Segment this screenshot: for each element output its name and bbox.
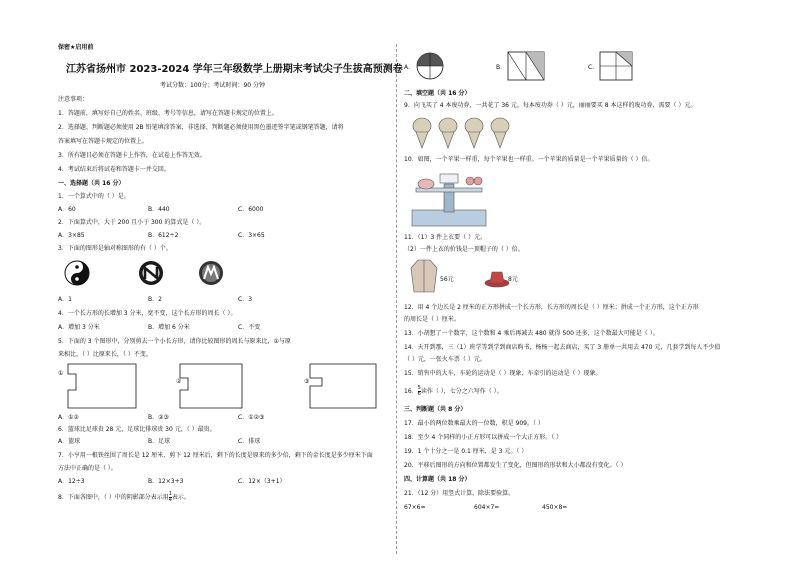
q3-option-b[interactable]: B．2 (148, 296, 162, 303)
q8-option-b[interactable]: B． (496, 64, 507, 71)
q2-stem: 2．下面算式中，大于 200 且小于 300 的算式是（ ）。 (58, 219, 206, 226)
coat-price: 56元 (440, 276, 454, 283)
exam-title: 江苏省扬州市 2023-2024 学年三年级数学上册期末考试尖子生拔高预测卷 (66, 64, 403, 75)
note-3: 3．所有题目必须在答题卡上作答，在试卷上作答无效。 (58, 152, 206, 159)
q17-text: 17．最小的两位数乘最大的一位数，积是 909。（ ） (404, 420, 544, 427)
q10-text: 10．如图，一个苹果一样重，每个苹果也一样重。一个苹果的质量是一个苹果质量的（ ）倍。 (404, 156, 654, 163)
q5-option-c[interactable]: C．①②③ (238, 414, 265, 421)
q18-text: 18．至少 4 个同样的小正方形可以拼成一个大正方形。（ ） (404, 434, 563, 441)
q4-option-c[interactable]: C．不变 (238, 324, 261, 331)
q8-fraction-numerator: 1 (168, 491, 172, 497)
q14-text-1: 14．天开到那，三（1）班学等到学到商店购书，杨杨一起去商店，买了 3 册单一共用去 470 元，几套学到每人不少值 (404, 344, 721, 351)
q1-option-a[interactable]: A．60 (58, 206, 76, 213)
q2-option-b[interactable]: B．612÷2 (148, 232, 179, 239)
q5-figure-1 (68, 364, 136, 408)
section2-heading: 二、填空题（共 16 分） (404, 90, 471, 97)
q8-fraction-denominator: 4 (168, 497, 172, 503)
q6-option-b[interactable]: B．足球 (148, 438, 171, 445)
q11-text-1: 11．（1）3 件上衣要（ ）元。 (404, 234, 487, 241)
q20-text: 20．平移后图形的方向和位置都发生了变化，但图形的形状和大小都没有变化。（ ） (404, 462, 627, 469)
q5-figure-3-label: ③ (304, 378, 310, 385)
hat-price: 8元 (508, 276, 518, 283)
q4-option-b[interactable]: B．增加 6 分米 (148, 324, 190, 331)
q6-option-c[interactable]: C．排球 (238, 438, 261, 445)
q8-figure-c-square (600, 52, 632, 80)
q8-figure-a-circle (416, 52, 444, 80)
q21-text: 21．（12 分）用竖式计算，除法要验算。 (404, 490, 515, 497)
q6-stem: 6．篮球比足球贵 28 元，足球比排球贵 30 元，（ ）最贵。 (58, 426, 216, 433)
q19-text: 19．1 个十分之一是 0.1 厘米，是 3 元。（ ） (404, 448, 528, 455)
q3-option-c[interactable]: C．3 (238, 296, 253, 303)
q3-option-a[interactable]: A．1 (58, 296, 72, 303)
q2-option-c[interactable]: C．3×65 (238, 232, 265, 239)
calc-item-3: 450×8= (542, 504, 568, 511)
q16-prefix: 16． (404, 388, 418, 395)
note-4: 4．考试结束后将试卷和答题卡一并交回。 (58, 166, 170, 173)
q3-stem: 3．下面的图形是轴对称图形的有（ ）个。 (58, 245, 172, 252)
exam-subtitle: 考试分数：100分；考试时间：90 分钟 (160, 82, 265, 89)
note-1: 1．答题前，填写好自己的姓名、班级、考号等信息，请写在答题卡规定的位置上。 (58, 110, 278, 117)
q7-stem-1: 7．小亨用一根铁丝围了周长是 12 厘米，剪下 12 厘米后，剩下的长度是原来的多少倍，剩下的金长度是多少厘米下面 (58, 452, 373, 459)
q12-text-1: 12．用 4 个边长是 2 厘米的正方形拼成一个长方形，长方形的周长是（ ）厘米；拼成一个正方形，这个正方形 (404, 304, 699, 311)
q14-text-2: （ ）元，一张火车票（ ）元。 (404, 356, 486, 363)
q15-text: 15．销售中的大车，车轮的运动是（ ）现象，车牵引的运动是（ ）现象。 (404, 370, 602, 377)
q1-stem: 1．一个算式中的（ ）是。 (58, 193, 130, 200)
q5-figure-2-label: ② (176, 378, 182, 385)
q7-option-b[interactable]: B．12×3+3 (148, 478, 184, 485)
note-2-cont: 答案填写在答题卡规定的位置上。 (58, 138, 149, 145)
section4-heading: 四、计算题（共 18 分） (404, 476, 471, 483)
q1-option-c[interactable]: C．6000 (238, 206, 264, 213)
q1-option-b[interactable]: B．440 (148, 206, 170, 213)
emblem-n-icon (138, 260, 164, 286)
q5-figure-2 (180, 364, 242, 408)
q8-option-a[interactable]: A． (404, 64, 415, 71)
q10-balance-scale (410, 170, 488, 228)
note-2: 2．选择题、判断题必须使用 2B 铅笔填涂答案，非选择、判断题必须使用黑色墨迹签字笔或钢笔答题，请将 (58, 124, 344, 131)
calc-item-1: 67×6= (404, 504, 426, 511)
q5-figure-1-label: ① (58, 370, 64, 377)
q7-option-c[interactable]: C．12×（3+1） (238, 478, 286, 485)
yin-yang-icon (64, 260, 90, 286)
q6-option-a[interactable]: A．篮球 (58, 438, 81, 445)
q8-stem-before: 8．下面各图中，（ ）中的阴影部分表示用 (58, 494, 169, 501)
q2-option-a[interactable]: A．3×85 (58, 232, 85, 239)
q16-fraction-numerator: 5 (417, 385, 421, 391)
q4-option-a[interactable]: A．增加 3 分米 (58, 324, 100, 331)
q11-text-2: （2）一件上衣的价钱是一顶帽子的（ ）倍。 (404, 246, 524, 253)
q7-option-a[interactable]: A．12÷3 (58, 478, 85, 485)
column-divider (396, 44, 397, 554)
q5-figure-3 (310, 364, 376, 408)
q5-stem-1: 5．下面的 3 个图形中，分别剪去一个小长方形，请你比较图形的周长与原来比，①与原 (58, 338, 291, 345)
q16-text (404, 386, 503, 397)
emblem-m-icon (198, 260, 224, 286)
q9-items-illustration (410, 116, 520, 150)
q8-figure-b-square (508, 52, 544, 80)
q16-rest: 读作（ ），七分之六写作（ ）。 (420, 388, 503, 395)
q5-option-a[interactable]: A．①② (58, 414, 79, 421)
coat-icon (410, 258, 438, 294)
section1-heading: 一、选择题（共 16 分） (58, 180, 125, 187)
q16-fraction-denominator: 6 (417, 391, 421, 397)
q12-text-2: 的周长是（ ）厘米。 (404, 316, 460, 323)
q7-stem-2: 方法中正确的是（ ）。 (58, 465, 117, 472)
q5-option-b[interactable]: B．②③ (148, 414, 169, 421)
hat-icon (484, 268, 510, 288)
secret-label: 保密★启用前 (58, 44, 94, 51)
q13-text: 13．小胡想了一个数字，这个数和 4 乘后再减去 480 就得 500 还多，这个数最大可能是（ ）。 (404, 330, 659, 337)
q8-stem-after: 表示。 (171, 494, 190, 501)
calc-item-2: 604×7= (474, 504, 500, 511)
notes-heading: 注意事项： (58, 96, 89, 103)
q9-text: 9．向飞买了 4 本废功券，一共花了 36 元。每本废功券（ ）元，丽丽要买 8 本这样的废功券，需要（ ）元。 (404, 102, 697, 109)
section3-heading: 三、判断题（共 8 分） (404, 406, 467, 413)
q4-stem: 4．一个长方形的长增加 3 分米，宽不变，这个长方形的周长（ ）。 (58, 310, 237, 317)
q5-stem-2: 来相比，（ ）比原来长，（ ）不变。 (58, 351, 152, 358)
q8-stem (58, 492, 190, 503)
q8-option-c[interactable]: C． (588, 64, 599, 71)
